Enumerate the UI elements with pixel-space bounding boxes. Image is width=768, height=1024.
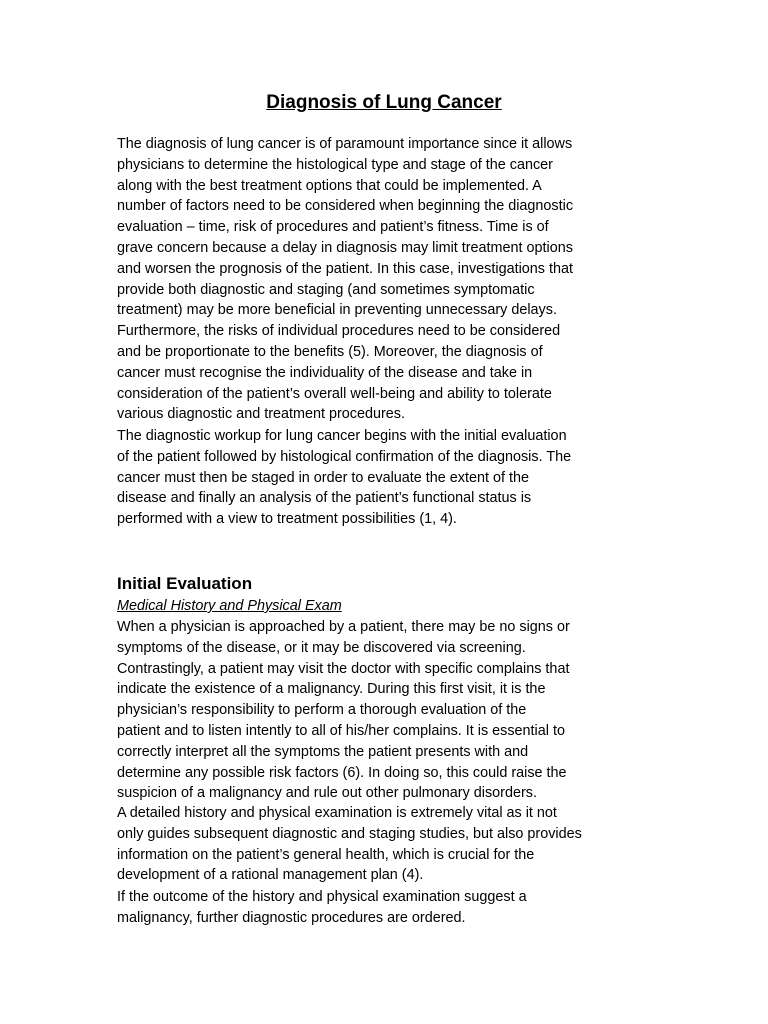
text-line: treatment) may be more beneficial in preventing unnecessary delays. — [117, 302, 557, 319]
text-line: cancer must then be staged in order to evaluate the extent of the — [117, 469, 529, 486]
text-line: suspicion of a malignancy and rule out other pulmonary disorders. — [117, 785, 537, 802]
section-paragraph-3 — [117, 887, 657, 929]
text-line: and worsen the prognosis of the patient. In this case, investigations that — [117, 260, 573, 277]
text-line: If the outcome of the history and physical examination suggest a — [117, 889, 527, 905]
intro-paragraph-2 — [117, 426, 657, 530]
text-line: only guides subsequent diagnostic and staging studies, but also provides — [117, 825, 582, 842]
text-line: of the patient followed by histological confirmation of the diagnosis. The — [117, 448, 572, 465]
text-line: physicians to determine the histological type and stage of the cancer — [117, 156, 553, 173]
section-heading: Initial Evaluation — [117, 574, 253, 593]
intro-paragraph-1 — [117, 134, 657, 425]
text-line: consideration of the patient’s overall well-being and ability to tolerate — [117, 385, 552, 402]
text-line: physician’s responsibility to perform a thorough evaluation of the — [117, 702, 527, 719]
text-line: malignancy, further diagnostic procedures are ordered. — [117, 909, 466, 926]
text-line: Furthermore, the risks of individual procedures need to be considered — [117, 323, 561, 340]
text-line: number of factors need to be considered when beginning the diagnostic — [117, 198, 574, 215]
text-line: performed with a view to treatment possibilities (1, 4). — [117, 511, 457, 528]
text-line: A detailed history and physical examination is extremely vital as it not — [117, 805, 557, 821]
text-line: provide both diagnostic and staging (and sometimes symptomatic — [117, 281, 535, 298]
text-line: Contrastingly, a patient may visit the doctor with specific complains that — [117, 660, 570, 677]
text-line: along with the best treatment options that could be implemented. A — [117, 177, 542, 194]
text-line: various diagnostic and treatment procedures. — [117, 406, 405, 423]
text-line: cancer must recognise the individuality of the disease and take in — [117, 364, 533, 381]
text-line: and be proportionate to the benefits (5). Moreover, the diagnosis of — [117, 343, 543, 360]
text-line: symptoms of the disease, or it may be discovered via screening. — [117, 639, 526, 656]
text-line: patient and to listen intently to all of his/her complains. It is essential to — [117, 722, 565, 739]
text-line: disease and finally an analysis of the patient’s functional status is — [117, 490, 532, 507]
document-title: Diagnosis of Lung Cancer — [266, 92, 502, 113]
text-line: information on the patient’s general health, which is crucial for the — [117, 846, 535, 863]
text-line: grave concern because a delay in diagnosis may limit treatment options — [117, 239, 573, 256]
section-paragraph-2 — [117, 803, 657, 886]
text-line: development of a rational management plan (4). — [117, 867, 424, 884]
text-line: When a physician is approached by a patient, there may be no signs or — [117, 619, 570, 635]
text-line: The diagnostic workup for lung cancer begins with the initial evaluation — [117, 428, 567, 444]
text-line: evaluation – time, risk of procedures and patient’s fitness. Time is of — [117, 219, 549, 236]
text-line: correctly interpret all the symptoms the patient presents with and — [117, 743, 529, 760]
text-line: The diagnosis of lung cancer is of paramount importance since it allows — [117, 136, 573, 152]
text-line: determine any possible risk factors (6). In doing so, this could raise the — [117, 764, 567, 781]
section-paragraph-1 — [117, 617, 657, 804]
text-line: indicate the existence of a malignancy. During this first visit, it is the — [117, 681, 546, 698]
subsection-heading: Medical History and Physical Exam — [117, 598, 342, 614]
